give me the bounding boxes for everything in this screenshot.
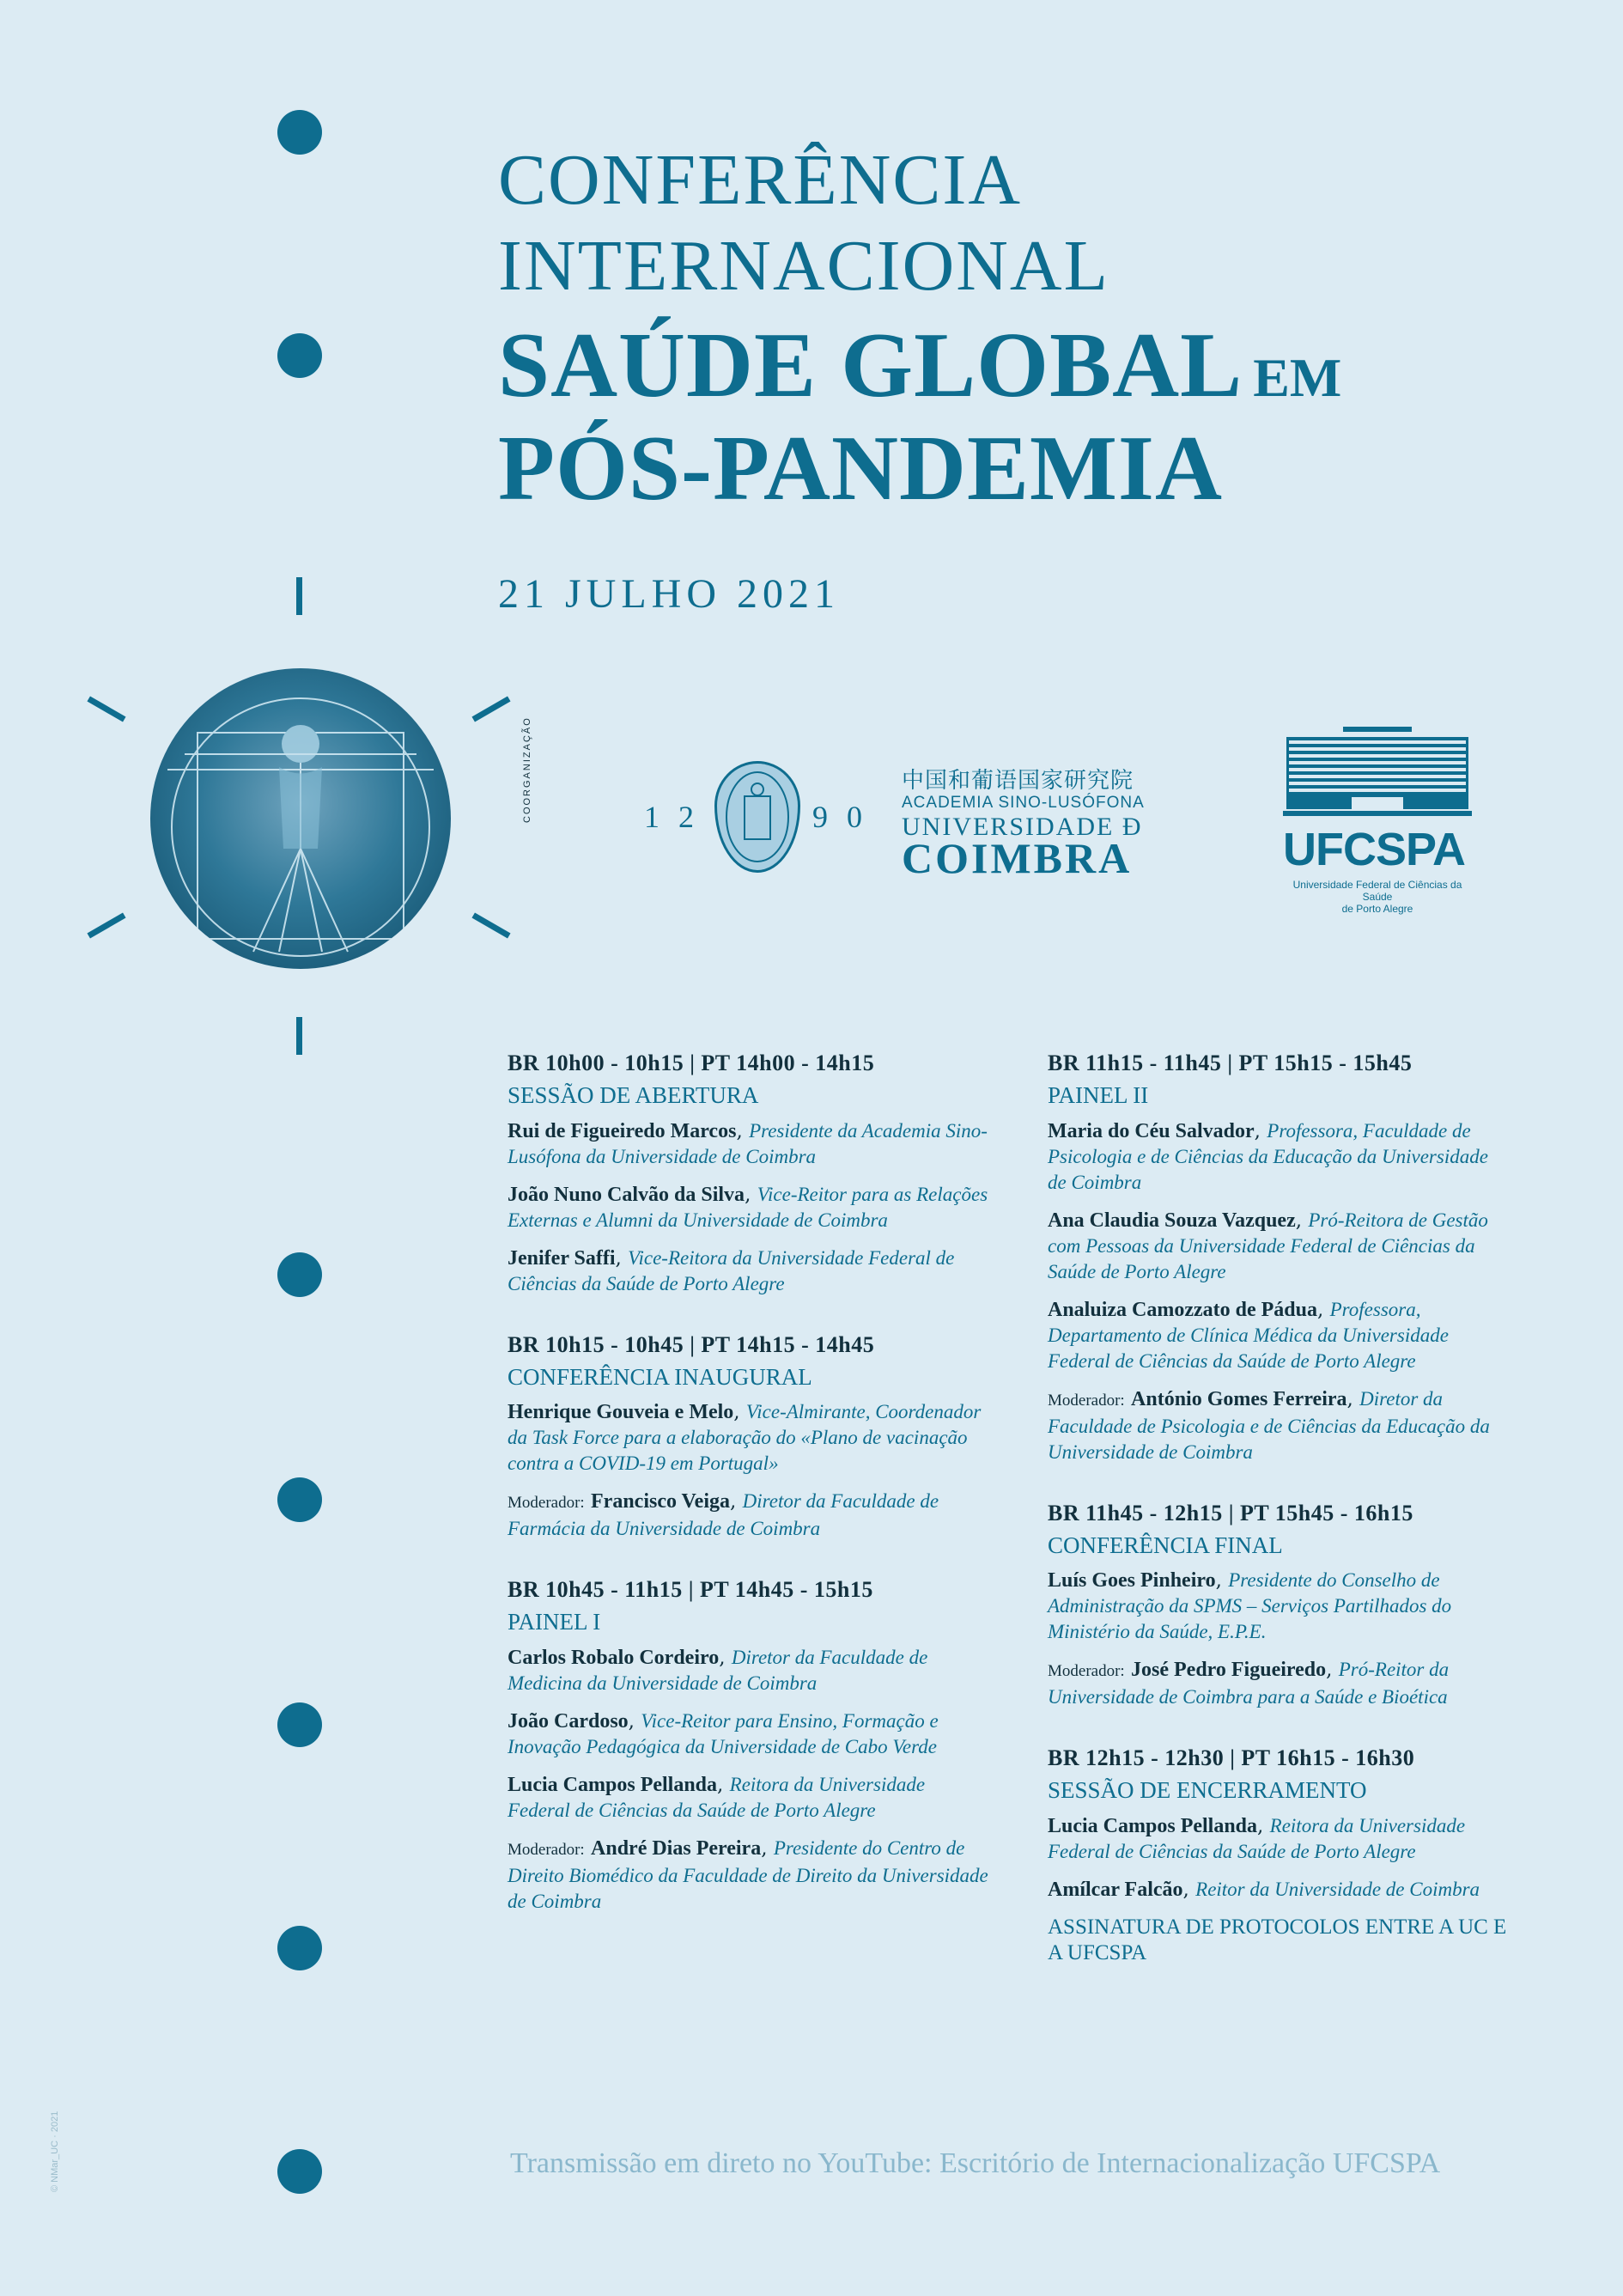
session-time: BR 10h00 - 10h15 | PT 14h00 - 14h15 bbox=[508, 1051, 875, 1075]
session-time: BR 12h15 - 12h30 | PT 16h15 - 16h30 bbox=[1048, 1745, 1415, 1771]
moderator-label: Moderador: bbox=[508, 1840, 585, 1859]
speaker-entry: Lucia Campos Pellanda, Reitora da Universidade Federal de Ciências da Saúde de Porto Alegre bbox=[1048, 1814, 1466, 1862]
speaker-name: João Nuno Calvão da Silva bbox=[508, 1183, 745, 1206]
speaker-name: Ana Claudia Souza Vazquez bbox=[1048, 1209, 1296, 1232]
speaker-role: Vice-Almirante, Coordenador da Task Force para a elaboração do «Plano de vacinação contra a COVID-19 em Portugal» bbox=[508, 1401, 982, 1475]
session-title: CONFERÊNCIA INAUGURAL bbox=[508, 1363, 812, 1390]
speaker-role: Pró-Reitor da Universidade de Coimbra para a Saúde e Bioética bbox=[1048, 1659, 1450, 1708]
speaker-role: Reitora da Universidade Federal de Ciências da Saúde de Porto Alegre bbox=[508, 1773, 926, 1821]
uc-chinese-name: 中国和葡语国家研究院 bbox=[902, 768, 1134, 794]
speaker-role: Presidente da Academia Sino-Lusófona da Universidade de Coimbra bbox=[508, 1119, 988, 1167]
ufcspa-subtitle-line-2: de Porto Alegre bbox=[1341, 902, 1413, 915]
speaker-entry: Maria do Céu Salvador, Professora, Faculdade de Psicologia e de Ciências da Educação da Universidade de Coimbra bbox=[1048, 1119, 1488, 1193]
speaker-name: João Cardoso bbox=[508, 1709, 629, 1733]
sun-ray bbox=[471, 696, 510, 722]
ufcspa-subtitle bbox=[1283, 880, 1472, 915]
speaker-entry: Carlos Robalo Cordeiro, Diretor da Faculdade de Medicina da Universidade de Coimbra bbox=[508, 1646, 928, 1694]
sun-ray bbox=[296, 577, 302, 615]
moderator-entry: Moderador: José Pedro Figueiredo, Pró-Reitor da Universidade de Coimbra para a Saúde e Bioética bbox=[1048, 1659, 1450, 1708]
decorative-dot bbox=[277, 1252, 322, 1297]
decorative-dot bbox=[277, 1702, 322, 1747]
ufcspa-subtitle-line-1: Universidade Federal de Ciências da Saúde bbox=[1292, 879, 1462, 903]
program-right-column bbox=[1048, 1050, 1511, 2001]
livestream-notice: Transmissão em direto no YouTube: Escritório de Internacionalização UFCSPA bbox=[510, 2147, 1441, 2179]
moderator-entry: Moderador: António Gomes Ferreira, Diretor da Faculdade de Psicologia e de Ciências da Educação da Universidade de Coimbra bbox=[1048, 1387, 1490, 1463]
speaker-name: Henrique Gouveia e Melo bbox=[508, 1401, 734, 1424]
speaker-name: António Gomes Ferreira bbox=[1131, 1387, 1347, 1410]
speaker-role: Presidente do Conselho de Administração da SPMS – Serviços Partilhados do Ministério da Saúde, E.P.E. bbox=[1048, 1569, 1452, 1643]
sun-ray bbox=[87, 912, 125, 938]
session-block bbox=[1048, 1050, 1511, 1465]
decorative-dot bbox=[277, 110, 322, 155]
vitruvian-man-image bbox=[150, 668, 451, 969]
speaker-role: Vice-Reitor para as Relações Externas e Alumni da Universidade de Coimbra bbox=[508, 1183, 988, 1231]
uc-seal-icon bbox=[714, 761, 800, 873]
session-title: CONFERÊNCIA FINAL bbox=[1048, 1532, 1283, 1558]
speaker-name: Carlos Robalo Cordeiro bbox=[508, 1646, 720, 1669]
title-line-2: INTERNACIONAL bbox=[498, 226, 1109, 306]
speaker-name: Lucia Campos Pellanda bbox=[1048, 1814, 1258, 1837]
design-credit: © NMar_UC · 2021 bbox=[50, 2110, 60, 2192]
title-line-3 bbox=[498, 314, 1342, 417]
speaker-name: Francisco Veiga bbox=[591, 1490, 731, 1513]
speaker-entry: Henrique Gouveia e Melo, Vice-Almirante, Coordenador da Task Force para a elaboração do «Plano de vacinação contra a COVID-19 em Portugal» bbox=[508, 1401, 982, 1475]
speaker-name: Jenifer Saffi bbox=[508, 1246, 616, 1270]
speaker-entry: Lucia Campos Pellanda, Reitora da Universidade Federal de Ciências da Saúde de Porto Alegre bbox=[508, 1773, 926, 1821]
title-em: EM bbox=[1253, 347, 1342, 408]
uc-universidade-name: UNIVERSIDADE Đ bbox=[902, 813, 1143, 841]
speaker-entry: Luís Goes Pinheiro, Presidente do Conselho de Administração da SPMS – Serviços Partilhados do Ministério da Saúde, E.P.E. bbox=[1048, 1569, 1452, 1643]
session-block bbox=[1048, 1745, 1511, 1966]
session-block bbox=[508, 1331, 988, 1543]
speaker-name: Luís Goes Pinheiro bbox=[1048, 1569, 1216, 1593]
session-block bbox=[508, 1050, 988, 1297]
speaker-entry: Amílcar Falcão, Reitor da Universidade de Coimbra bbox=[1048, 1878, 1480, 1901]
session-time: BR 10h45 - 11h15 | PT 14h45 - 15h15 bbox=[508, 1577, 873, 1603]
sun-ray bbox=[87, 696, 125, 722]
session-time: BR 10h15 - 10h45 | PT 14h15 - 14h45 bbox=[508, 1331, 875, 1357]
speaker-role: Presidente do Centro de Direito Biomédico da Faculdade de Direito da Universidade de Coimbra bbox=[508, 1836, 988, 1912]
session-title: PAINEL II bbox=[1048, 1082, 1149, 1109]
session-title: PAINEL I bbox=[508, 1609, 601, 1635]
speaker-role: Vice-Reitor para Ensino, Formação e Inovação Pedagógica da Universidade de Cabo Verde bbox=[508, 1709, 939, 1757]
speaker-name: André Dias Pereira bbox=[591, 1836, 762, 1860]
speaker-name: Amílcar Falcão bbox=[1048, 1878, 1183, 1901]
uc-academia-name: ACADEMIA SINO-LUSÓFONA bbox=[902, 794, 1145, 812]
decorative-dot bbox=[277, 2149, 322, 2194]
program-left-column bbox=[508, 1050, 988, 1949]
uc-coimbra-name: COIMBRA bbox=[902, 834, 1133, 882]
event-date: 21 JULHO 2021 bbox=[498, 571, 840, 617]
speaker-role: Professora, Departamento de Clínica Médica da Universidade Federal de Ciências da Saúde de Porto Alegre bbox=[1048, 1298, 1449, 1372]
session-title: SESSÃO DE ABERTURA bbox=[508, 1082, 759, 1109]
closing-note: ASSINATURA DE PROTOCOLOS ENTRE A UC E A UFCSPA bbox=[1048, 1915, 1507, 1964]
speaker-role: Reitora da Universidade Federal de Ciências da Saúde de Porto Alegre bbox=[1048, 1814, 1466, 1862]
speaker-role: Diretor da Faculdade de Medicina da Universidade de Coimbra bbox=[508, 1646, 928, 1694]
moderator-entry: Moderador: Francisco Veiga, Diretor da Faculdade de Farmácia da Universidade de Coimbra bbox=[508, 1490, 939, 1540]
speaker-role: Reitor da Universidade de Coimbra bbox=[1195, 1878, 1480, 1900]
decorative-dot bbox=[277, 1477, 322, 1522]
moderator-entry: Moderador: André Dias Pereira, Presidente do Centro de Direito Biomédico da Faculdade de Direito da Universidade de Coimbra bbox=[508, 1836, 988, 1912]
speaker-name: Maria do Céu Salvador bbox=[1048, 1119, 1255, 1142]
decorative-dot bbox=[277, 1926, 322, 1970]
sun-ray bbox=[296, 1017, 302, 1055]
session-block bbox=[1048, 1500, 1511, 1711]
session-block bbox=[508, 1576, 988, 1915]
speaker-entry: Rui de Figueiredo Marcos, Presidente da Academia Sino-Lusófona da Universidade de Coimbra bbox=[508, 1119, 988, 1167]
title-line-1: CONFERÊNCIA bbox=[498, 140, 1023, 220]
uc-year-right: 90 bbox=[812, 800, 881, 834]
speaker-entry: Ana Claudia Souza Vazquez, Pró-Reitora de Gestão com Pessoas da Universidade Federal de Ciências da Saúde de Porto Alegre bbox=[1048, 1209, 1488, 1282]
decorative-dot bbox=[277, 333, 322, 378]
ufcspa-building-icon bbox=[1283, 727, 1472, 826]
speaker-entry: João Nuno Calvão da Silva, Vice-Reitor para as Relações Externas e Alumni da Universidade de Coimbra bbox=[508, 1183, 988, 1231]
session-title: SESSÃO DE ENCERRAMENTO bbox=[1048, 1777, 1367, 1804]
speaker-role: Diretor da Faculdade de Farmácia da Universidade de Coimbra bbox=[508, 1490, 939, 1540]
speaker-role: Professora, Faculdade de Psicologia e de Ciências da Educação da Universidade de Coimbra bbox=[1048, 1119, 1488, 1193]
title-main-text: SAÚDE GLOBAL bbox=[498, 314, 1243, 417]
speaker-entry: Analuiza Camozzato de Pádua, Professora, Departamento de Clínica Médica da Universidade Federal de Ciências da Saúde de Porto Alegre bbox=[1048, 1298, 1449, 1372]
sun-ray bbox=[471, 912, 510, 938]
speaker-role: Vice-Reitora da Universidade Federal de Ciências da Saúde de Porto Alegre bbox=[508, 1246, 955, 1294]
speaker-name: José Pedro Figueiredo bbox=[1131, 1659, 1327, 1682]
speaker-role: Pró-Reitora de Gestão com Pessoas da Universidade Federal de Ciências da Saúde de Porto Alegre bbox=[1048, 1209, 1488, 1282]
session-time: BR 11h15 - 11h45 | PT 15h15 - 15h45 bbox=[1048, 1051, 1413, 1075]
speaker-name: Rui de Figueiredo Marcos bbox=[508, 1119, 737, 1142]
speaker-name: Lucia Campos Pellanda bbox=[508, 1773, 718, 1796]
speaker-name: Analuiza Camozzato de Pádua bbox=[1048, 1298, 1317, 1321]
uc-year-left: 12 bbox=[644, 800, 713, 834]
moderator-label: Moderador: bbox=[1048, 1391, 1125, 1410]
session-time: BR 11h45 - 12h15 | PT 15h45 - 16h15 bbox=[1048, 1500, 1413, 1526]
coorganization-label: COORGANIZAÇÃO bbox=[522, 716, 532, 823]
speaker-entry: Jenifer Saffi, Vice-Reitora da Universidade Federal de Ciências da Saúde de Porto Alegre bbox=[508, 1246, 955, 1294]
moderator-label: Moderador: bbox=[508, 1494, 585, 1513]
speaker-role: Diretor da Faculdade de Psicologia e de Ciências da Educação da Universidade de Coimbra bbox=[1048, 1387, 1490, 1463]
ufcspa-name: UFCSPA bbox=[1283, 824, 1466, 875]
speaker-entry: João Cardoso, Vice-Reitor para Ensino, Formação e Inovação Pedagógica da Universidade de Cabo Verde bbox=[508, 1709, 939, 1757]
title-line-4: PÓS-PANDEMIA bbox=[498, 417, 1223, 520]
moderator-label: Moderador: bbox=[1048, 1662, 1125, 1681]
